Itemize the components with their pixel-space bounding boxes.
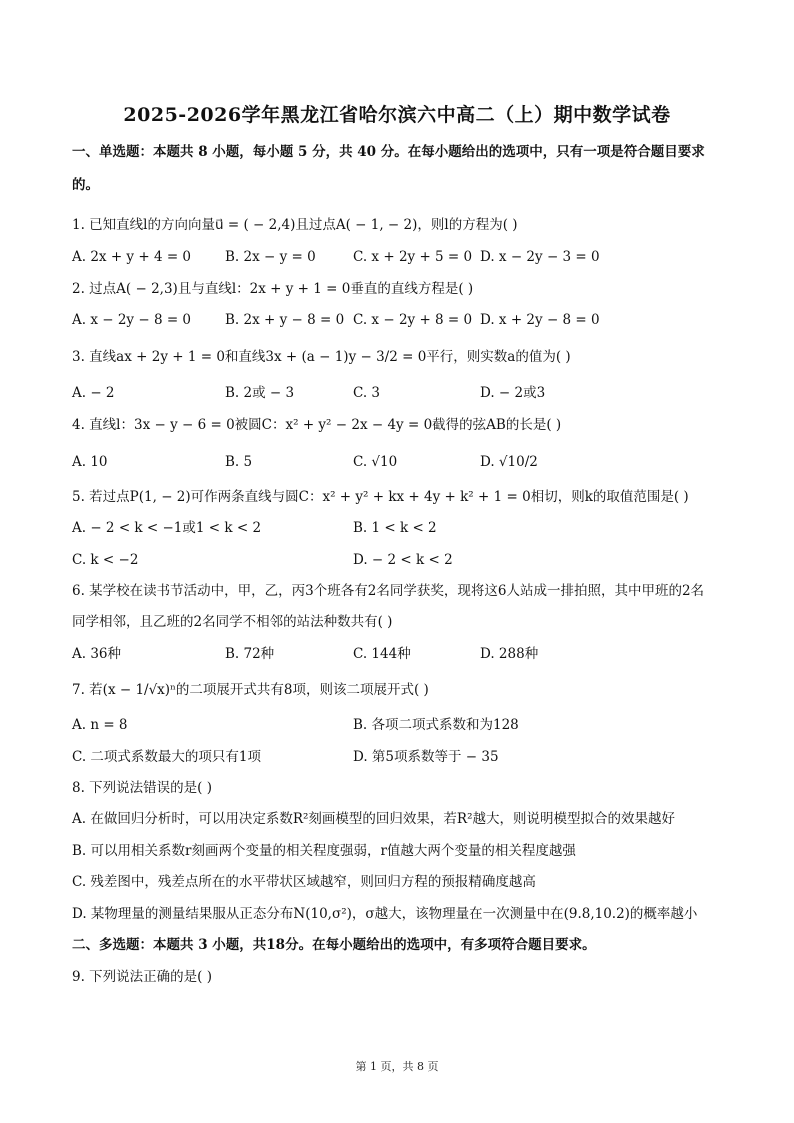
question-4-stem: 4. 直线l：3x − y − 6 = 0被圆C：x² + y² − 2x − 4y = 0截得的弦AB的长是( ) (72, 417, 562, 433)
question-6-option-a: A. 36种 (72, 646, 122, 662)
question-7-stem: 7. 若(x − 1/√x)ⁿ的二项展开式共有8项，则该二项展开式( ) (72, 682, 429, 698)
question-1-option-b: B. 2x − y = 0 (225, 249, 316, 265)
question-4-option-a: A. 10 (72, 454, 108, 470)
question-4-option-d: D. √10/2 (480, 454, 538, 470)
question-3-option-c: C. 3 (353, 385, 381, 401)
question-6-option-d: D. 288种 (480, 646, 539, 662)
question-2-option-a: A. x − 2y − 8 = 0 (72, 312, 192, 328)
question-8-stem: 8. 下列说法错误的是( ) (72, 780, 212, 796)
section-1-instructions: 一、单选题：本题共 8 小题，每小题 5 分，共 40 分。在每小题给出的选项中，只有一项是符合题目要求 (72, 144, 705, 160)
question-5-option-b: B. 1 < k < 2 (353, 520, 437, 536)
question-5-option-a: A. − 2 < k < −1或1 < k < 2 (72, 520, 262, 536)
question-7-option-d: D. 第5项系数等于 − 35 (353, 749, 499, 765)
question-8-option-c: C. 残差图中，残差点所在的水平带状区域越窄，则回归方程的预报精确度越高 (72, 874, 536, 890)
question-8-option-b: B. 可以用相关系数r刻画两个变量的相关程度强弱，r值越大两个变量的相关程度越强 (72, 843, 576, 859)
page-title: 2025-2026学年黑龙江省哈尔滨六中高二（上）期中数学试卷 (123, 104, 671, 126)
question-2-option-d: D. x + 2y − 8 = 0 (480, 312, 600, 328)
question-6-option-b: B. 72种 (225, 646, 275, 662)
question-1-stem: 1. 已知直线l的方向向量u⃗ = ( − 2,4)且过点A( − 1, − 2)，则l的方程为( ) (72, 217, 518, 233)
question-9-stem: 9. 下列说法正确的是( ) (72, 969, 212, 985)
question-7-option-c: C. 二项式系数最大的项只有1项 (72, 749, 262, 765)
question-5-option-c: C. k < −2 (72, 552, 139, 568)
question-6-option-c: C. 144种 (353, 646, 411, 662)
section-1-instructions-cont: 的。 (72, 177, 99, 193)
question-3-option-a: A. − 2 (72, 385, 115, 401)
question-4-option-b: B. 5 (225, 454, 253, 470)
question-2-option-c: C. x − 2y + 8 = 0 (353, 312, 473, 328)
question-7-option-a: A. n = 8 (72, 717, 128, 733)
question-3-stem: 3. 直线ax + 2y + 1 = 0和直线3x + (a − 1)y − 3/2 = 0平行，则实数a的值为( ) (72, 349, 571, 365)
question-7-option-b: B. 各项二项式系数和为128 (353, 717, 519, 733)
question-2-option-b: B. 2x + y − 8 = 0 (225, 312, 345, 328)
section-2-instructions: 二、多选题：本题共 3 小题，共18分。在每小题给出的选项中，有多项符合题目要求。 (72, 937, 596, 953)
question-6-stem: 6. 某学校在读书节活动中，甲，乙，丙3个班各有2名同学获奖，现将这6人站成一排拍照，其中甲班的2名 (72, 583, 705, 599)
question-4-option-c: C. √10 (353, 454, 398, 470)
question-5-stem: 5. 若过点P(1, − 2)可作两条直线与圆C：x² + y² + kx + 4y + k² + 1 = 0相切，则k的取值范围是( ) (72, 489, 689, 505)
question-1-option-a: A. 2x + y + 4 = 0 (72, 249, 192, 265)
question-3-option-b: B. 2或 − 3 (225, 385, 295, 401)
question-2-stem: 2. 过点A( − 2,3)且与直线l：2x + y + 1 = 0垂直的直线方程是( ) (72, 281, 474, 297)
question-3-option-d: D. − 2或3 (480, 385, 546, 401)
question-8-option-a: A. 在做回归分析时，可以用决定系数R²刻画模型的回归效果，若R²越大，则说明模型拟合的效果越好 (72, 811, 675, 827)
page-footer: 第 1 页，共 8 页 (355, 1060, 439, 1073)
question-5-option-d: D. − 2 < k < 2 (353, 552, 453, 568)
question-8-option-d: D. 某物理量的测量结果服从正态分布N(10,σ²)，σ越大，该物理量在一次测量中在(9.8,10.2)的概率越小 (72, 906, 698, 922)
question-6-stem-cont: 同学相邻，且乙班的2名同学不相邻的站法种数共有( ) (72, 614, 393, 630)
question-1-option-c: C. x + 2y + 5 = 0 (353, 249, 473, 265)
question-1-option-d: D. x − 2y − 3 = 0 (480, 249, 600, 265)
